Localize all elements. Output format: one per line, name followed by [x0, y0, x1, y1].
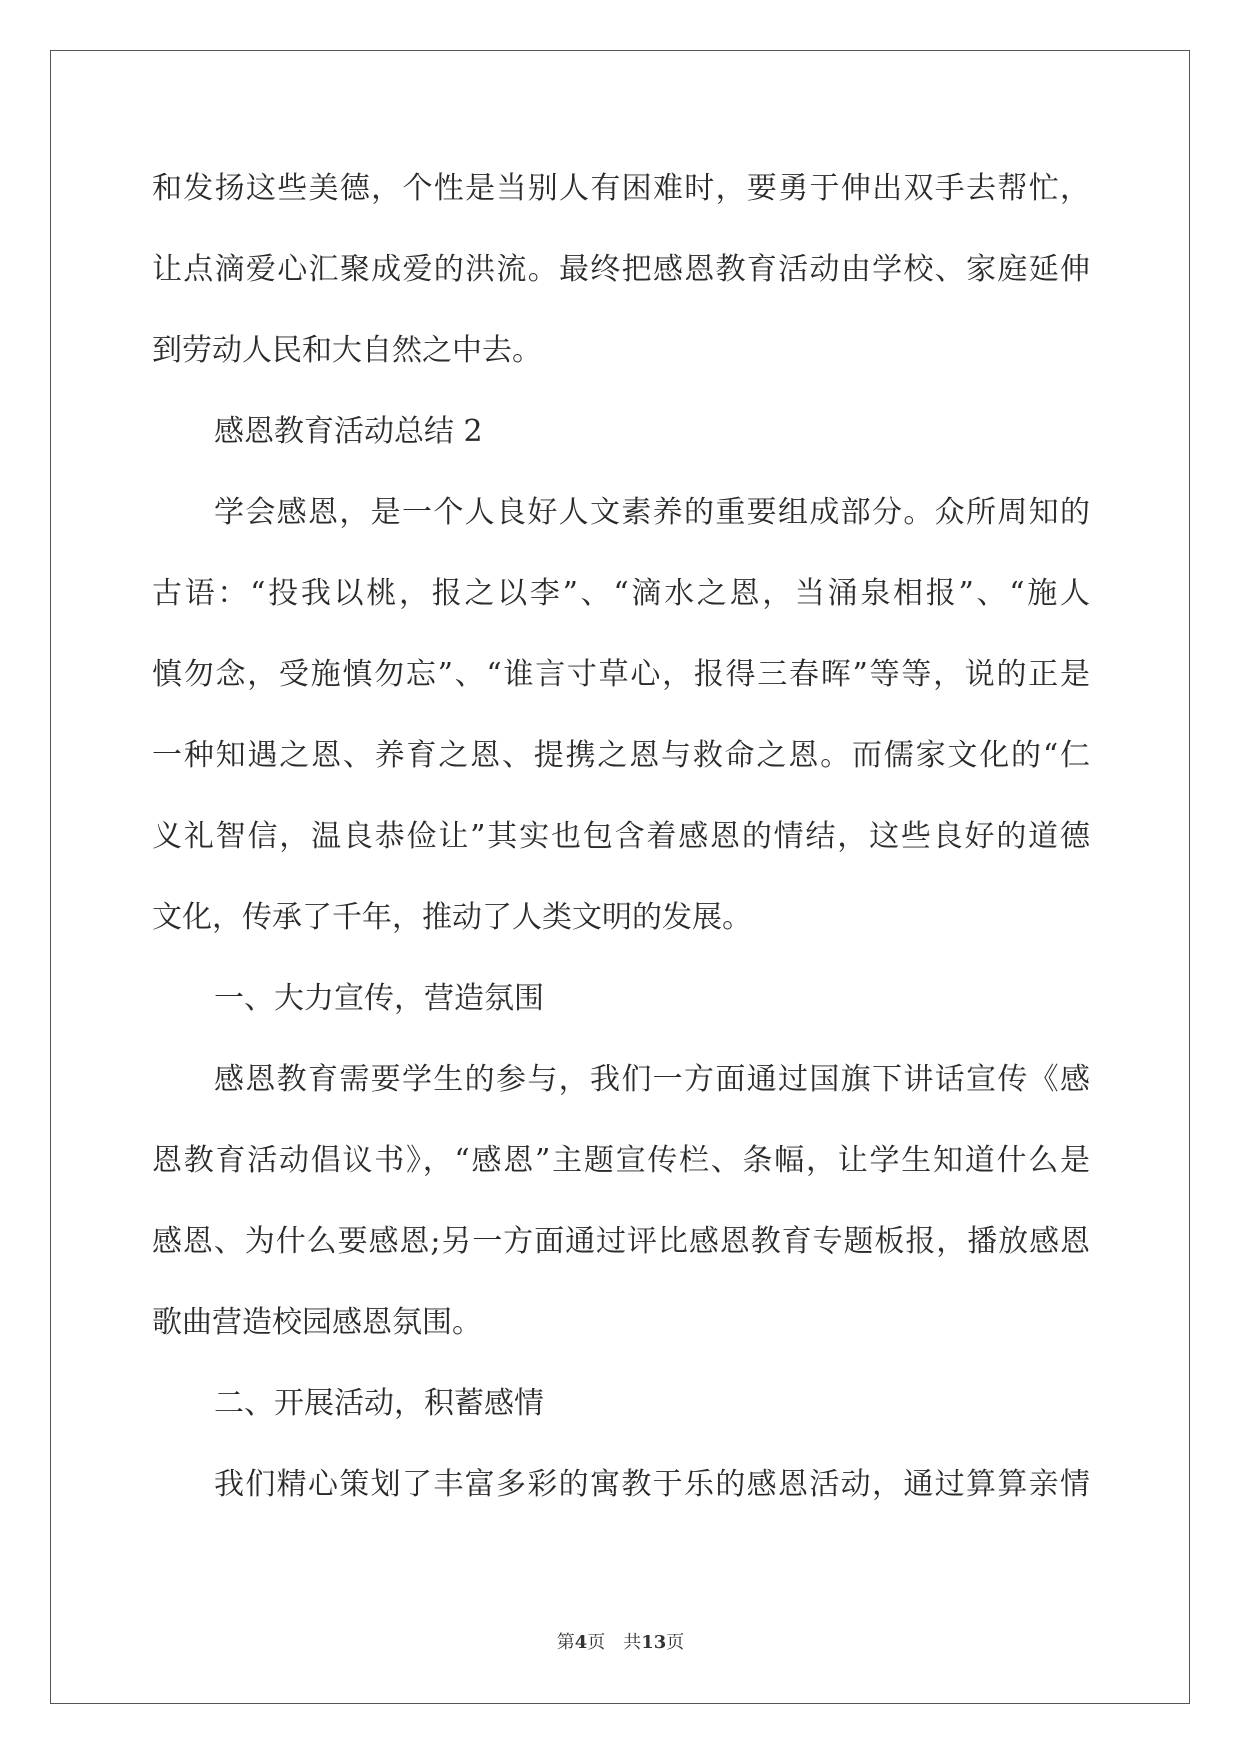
paragraph-line: 感恩教育需要学生的参与，我们一方面通过国旗下讲话宣传《感: [214, 1062, 1090, 1097]
paragraph-line: 慎勿念，受施慎勿忘”、“谁言寸草心，报得三春晖”等等，说的正是: [152, 657, 1090, 692]
paragraph-line: 恩教育活动倡议书》，“感恩”主题宣传栏、条幅，让学生知道什么是: [152, 1143, 1090, 1178]
paragraph-line: 一种知遇之恩、养育之恩、提携之恩与救命之恩。而儒家文化的“仁: [152, 738, 1090, 773]
paragraph-line: 让点滴爱心汇聚成爱的洪流。最终把感恩教育活动由学校、家庭延伸: [152, 252, 1090, 287]
paragraph-line: 古语：“投我以桃，报之以李”、“滴水之恩，当涌泉相报”、“施人: [152, 576, 1090, 611]
footer-page-suffix: 页: [587, 1632, 606, 1653]
paragraph-line: 文化，传承了千年，推动了人类文明的发展。: [152, 900, 752, 935]
paragraph-line: 义礼智信，温良恭俭让”其实也包含着感恩的情结，这些良好的道德: [152, 819, 1090, 854]
paragraph-line: 到劳动人民和大自然之中去。: [152, 333, 542, 368]
footer-total-suffix: 页: [666, 1632, 685, 1653]
section-heading: 感恩教育活动总结 2: [214, 414, 483, 449]
document-body: [152, 148, 1090, 1525]
paragraph-line: 我们精心策划了丰富多彩的寓教于乐的感恩活动，通过算算亲情: [214, 1467, 1090, 1502]
total-pages: 13: [641, 1632, 667, 1653]
footer-prefix: 第: [556, 1632, 575, 1653]
paragraph-line: 学会感恩，是一个人良好人文素养的重要组成部分。众所周知的: [214, 495, 1090, 530]
subsection-heading: 二、开展活动，积蓄感情: [214, 1386, 544, 1421]
paragraph-line: 和发扬这些美德，个性是当别人有困难时，要勇于伸出双手去帮忙，: [152, 171, 1090, 206]
footer-total-prefix: 共: [623, 1632, 642, 1653]
page-footer: [0, 1628, 1241, 1654]
paragraph-line: 歌曲营造校园感恩氛围。: [152, 1305, 482, 1340]
paragraph-line: 感恩、为什么要感恩;另一方面通过评比感恩教育专题板报，播放感恩: [152, 1224, 1090, 1259]
subsection-heading: 一、大力宣传，营造氛围: [214, 981, 544, 1016]
page-number: 4: [574, 1632, 588, 1653]
